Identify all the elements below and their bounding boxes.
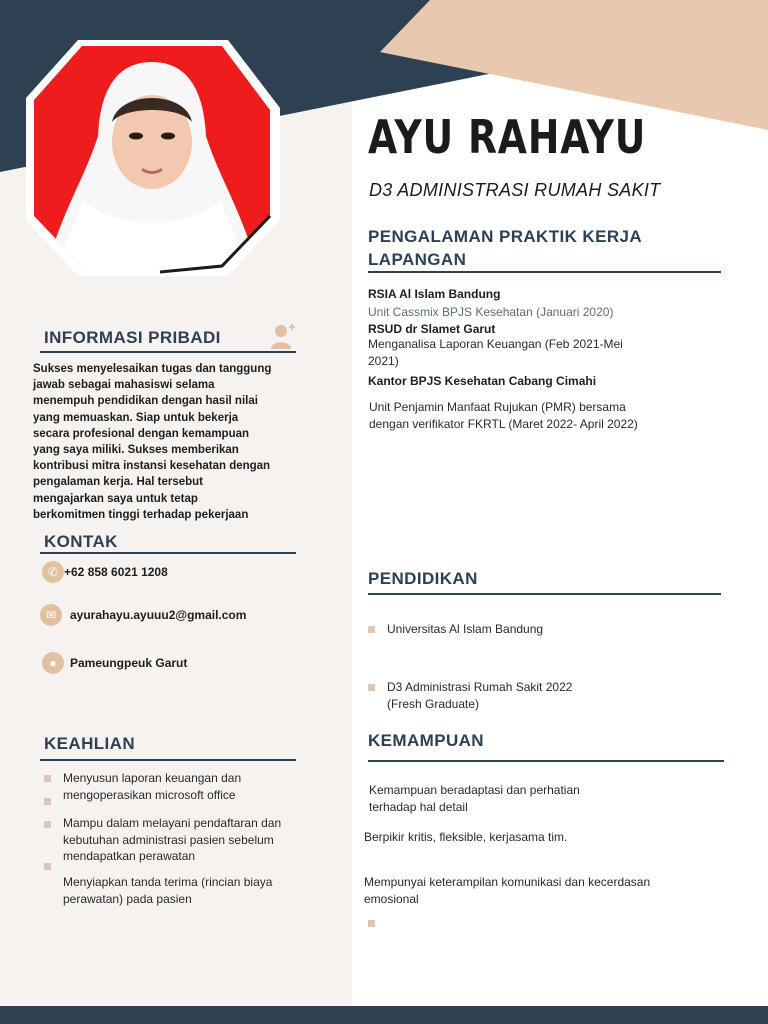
skill-bullet <box>44 798 51 805</box>
skill-bullet <box>44 863 51 870</box>
experience-place: Kantor BPJS Kesehatan Cabang Cimahi <box>368 374 597 388</box>
personal-summary: Sukses menyelesaikan tugas dan tanggung jawab sebagai mahasiswi selama menempuh pendidikan dengan hasil nilai yang memuaskan. Siap untuk bekerja secara profesional dengan kemampuan yang saya miliki. Sukses memberikan kontribusi mitra instansi kesehatan dengan pengalaman kerja. Hal tersebut mengajarkan saya untuk tetap berkomitmen tinggi terhadap pekerjaan <box>33 363 272 521</box>
contact-divider <box>40 552 296 554</box>
skill-bullet <box>44 775 51 782</box>
phone-icon: ✆ <box>42 561 64 583</box>
ability-item: Berpikir kritis, fleksible, kerjasama tim. <box>364 830 568 844</box>
experience-place: RSIA Al Islam Bandung <box>368 287 501 301</box>
contact-phone[interactable]: +62 858 6021 1208 <box>64 565 168 579</box>
contact-email-row <box>40 604 246 626</box>
personal-info-divider <box>40 351 296 353</box>
add-user-icon <box>270 322 296 350</box>
mail-icon: ✉ <box>40 604 62 626</box>
personal-info-heading: INFORMASI PRIBADI <box>44 328 221 347</box>
contact-location-row <box>42 652 187 674</box>
abilities-divider <box>368 760 724 762</box>
person-degree: D3 ADMINISTRASI RUMAH SAKIT <box>369 180 661 200</box>
ability-bullet <box>368 920 375 927</box>
skills-divider <box>40 759 296 761</box>
experience-divider <box>368 271 721 273</box>
education-bullet <box>368 626 375 633</box>
ability-item: Kemampuan beradaptasi dan perhatian terhadap hal detail <box>369 783 580 814</box>
ability-item: Mempunyai keterampilan komunikasi dan kecerdasan emosional <box>364 875 651 906</box>
profile-photo <box>22 40 282 276</box>
education-divider <box>368 593 721 595</box>
footer-bar <box>0 1006 768 1024</box>
contact-phone-row <box>42 561 168 583</box>
abilities-heading: KEMAMPUAN <box>368 731 484 750</box>
experience-description: Unit Cassmix BPJS Kesehatan (Januari 2020) <box>368 305 614 319</box>
person-name: AYU RAHAYU <box>368 110 647 164</box>
education-item: D3 Administrasi Rumah Sakit 2022 (Fresh Graduate) <box>387 680 573 711</box>
contact-heading: KONTAK <box>44 532 118 551</box>
education-bullet <box>368 684 375 691</box>
education-item: Universitas Al Islam Bandung <box>387 622 544 636</box>
skill-item: Mampu dalam melayani pendaftaran dan kebutuhan administrasi pasien sebelum mendapatkan perawatan <box>63 816 282 863</box>
experience-heading: PENGALAMAN PRAKTIK KERJA LAPANGAN <box>368 227 642 269</box>
experience-description: Unit Penjamin Manfaat Rujukan (PMR) bersama dengan verifikator FKRTL (Maret 2022- April 2022) <box>369 400 638 431</box>
skill-item: Menyiapkan tanda terima (rincian biaya perawatan) pada pasien <box>63 875 273 906</box>
skill-item: Menyusun laporan keuangan dan mengoperasikan microsoft office <box>63 771 242 802</box>
experience-place: RSUD dr Slamet Garut <box>368 322 496 336</box>
contact-location: Pameungpeuk Garut <box>70 656 188 670</box>
contact-email[interactable]: ayurahayu.ayuuu2@gmail.com <box>70 608 247 622</box>
experience-description: Menganalisa Laporan Keuangan (Feb 2021-Mei 2021) <box>368 337 623 368</box>
skill-bullet <box>44 821 51 828</box>
skills-heading: KEAHLIAN <box>44 734 136 753</box>
location-pin-icon: ● <box>42 652 64 674</box>
education-heading: PENDIDIKAN <box>368 569 478 588</box>
